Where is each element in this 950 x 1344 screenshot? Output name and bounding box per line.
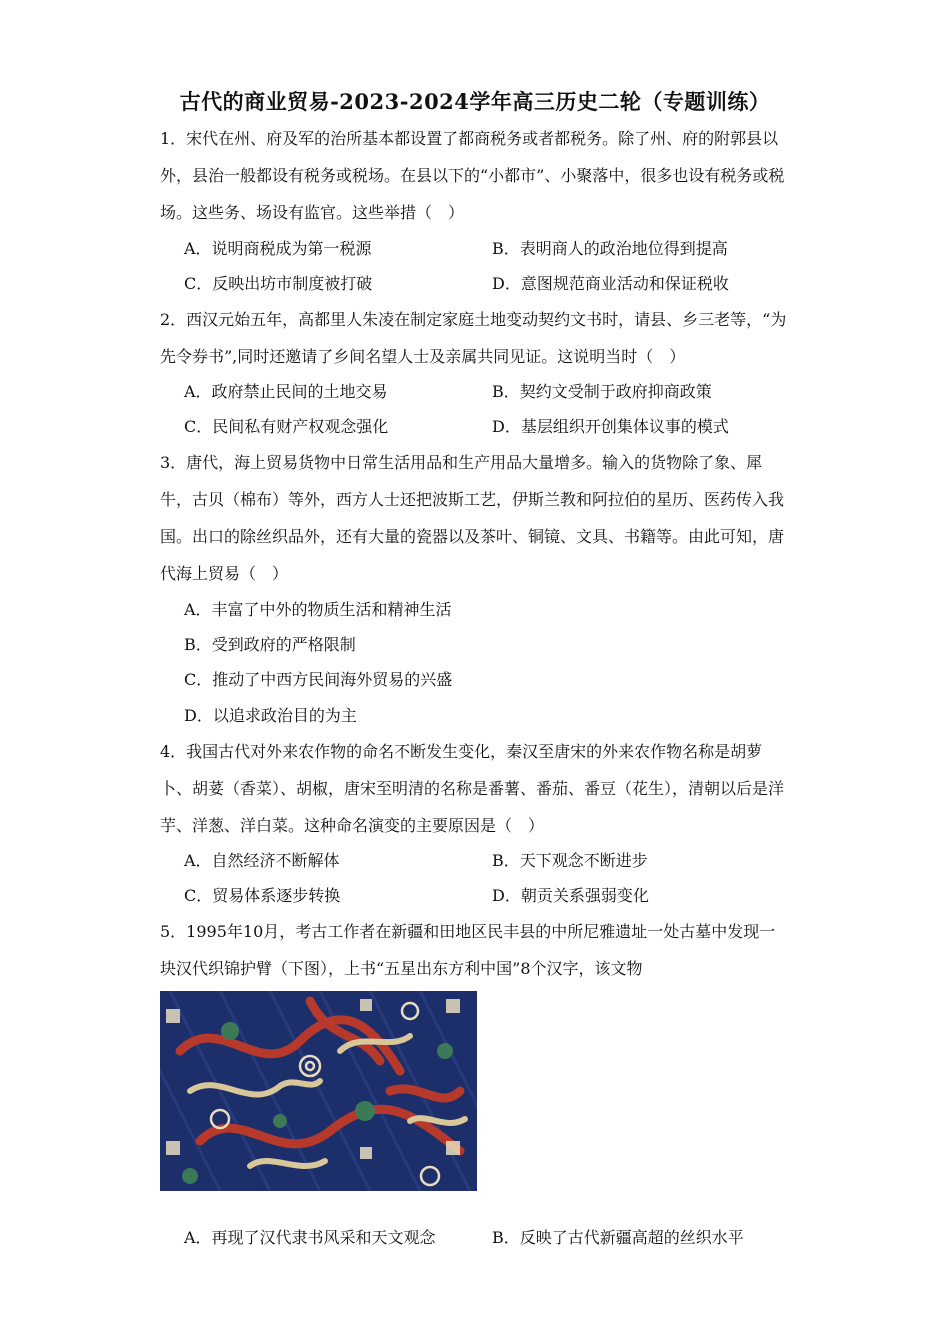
question-2-option-a: A．政府禁止民间的土地交易 [184,382,388,401]
question-1-stem: 1．宋代在州、府及军的治所基本都设置了都商税务或者都税务。除了州、府的附郭县以外，县治一般都设有税务或税场。在县以下的“小都市”、小聚落中，很多也设有税务或税场。这些务、场设有监官。这些举措（ ） [160,129,785,222]
question-4-option-c: C．贸易体系逐步转换 [184,886,341,905]
brocade-pattern [160,991,477,1191]
question-4-option-a: A．自然经济不断解体 [184,851,340,870]
question-2-option-b: B．契约文受制于政府抑商政策 [492,382,712,401]
document-title: 古代的商业贸易-2023-2024学年高三历史二轮（专题训练） [179,89,771,114]
question-4-stem: 4．我国古代对外来农作物的命名不断发生变化，秦汉至唐宋的外来农作物名称是胡萝卜、胡荽（香菜）、胡椒，唐宋至明清的名称是番薯、番茄、番豆（花生），清朝以后是洋芋、洋葱、洋白菜。这种命名演变的主要原因是（ ） [160,742,785,835]
question-3-option-b: B．受到政府的严格限制 [184,635,356,654]
question-2-option-c: C．民间私有财产权观念强化 [184,417,389,436]
question-4-option-d: D．朝贡关系强弱变化 [492,886,649,905]
question-5-option-b: B．反映了古代新疆高超的丝织水平 [492,1228,744,1247]
brocade-armguard-photo [160,991,477,1191]
question-3-option-c: C．推动了中西方民间海外贸易的兴盛 [184,670,453,689]
question-1-option-a: A．说明商税成为第一税源 [184,239,372,258]
question-5-stem: 5．1995年10月，考古工作者在新疆和田地区民丰县的中所尼雅遗址一处古墓中发现一块汉代织锦护臂（下图），上书“五星出东方利中国”8个汉字，该文物 [160,922,776,978]
question-3-stem: 3．唐代，海上贸易货物中日常生活用品和生产用品大量增多。输入的货物除了象、犀牛，古贝（棉布）等外，西方人士还把波斯工艺，伊斯兰教和阿拉伯的星历、医药传入我国。出口的除丝织品外，还有大量的瓷器以及茶叶、铜镜、文具、书籍等。由此可知，唐代海上贸易（ ） [160,453,785,583]
question-4-option-b: B．天下观念不断进步 [492,851,648,870]
question-2-option-d: D．基层组织开创集体议事的模式 [492,417,729,436]
question-1-option-b: B．表明商人的政治地位得到提高 [492,239,728,258]
question-3-option-d: D．以追求政治目的为主 [184,706,357,725]
question-5-option-a: A．再现了汉代隶书风采和天文观念 [184,1228,436,1247]
question-2-stem: 2．西汉元始五年，高都里人朱凌在制定家庭土地变动契约文书时，请县、乡三老等，“为 先令券书”,同时还邀请了乡间名望人士及亲属共同见证。这说明当时（ ） [160,310,787,366]
question-1-option-d: D．意图规范商业活动和保证税收 [492,274,729,293]
question-1-option-c: C．反映出坊市制度被打破 [184,274,373,293]
question-3-option-a: A．丰富了中外的物质生活和精神生活 [184,600,452,619]
